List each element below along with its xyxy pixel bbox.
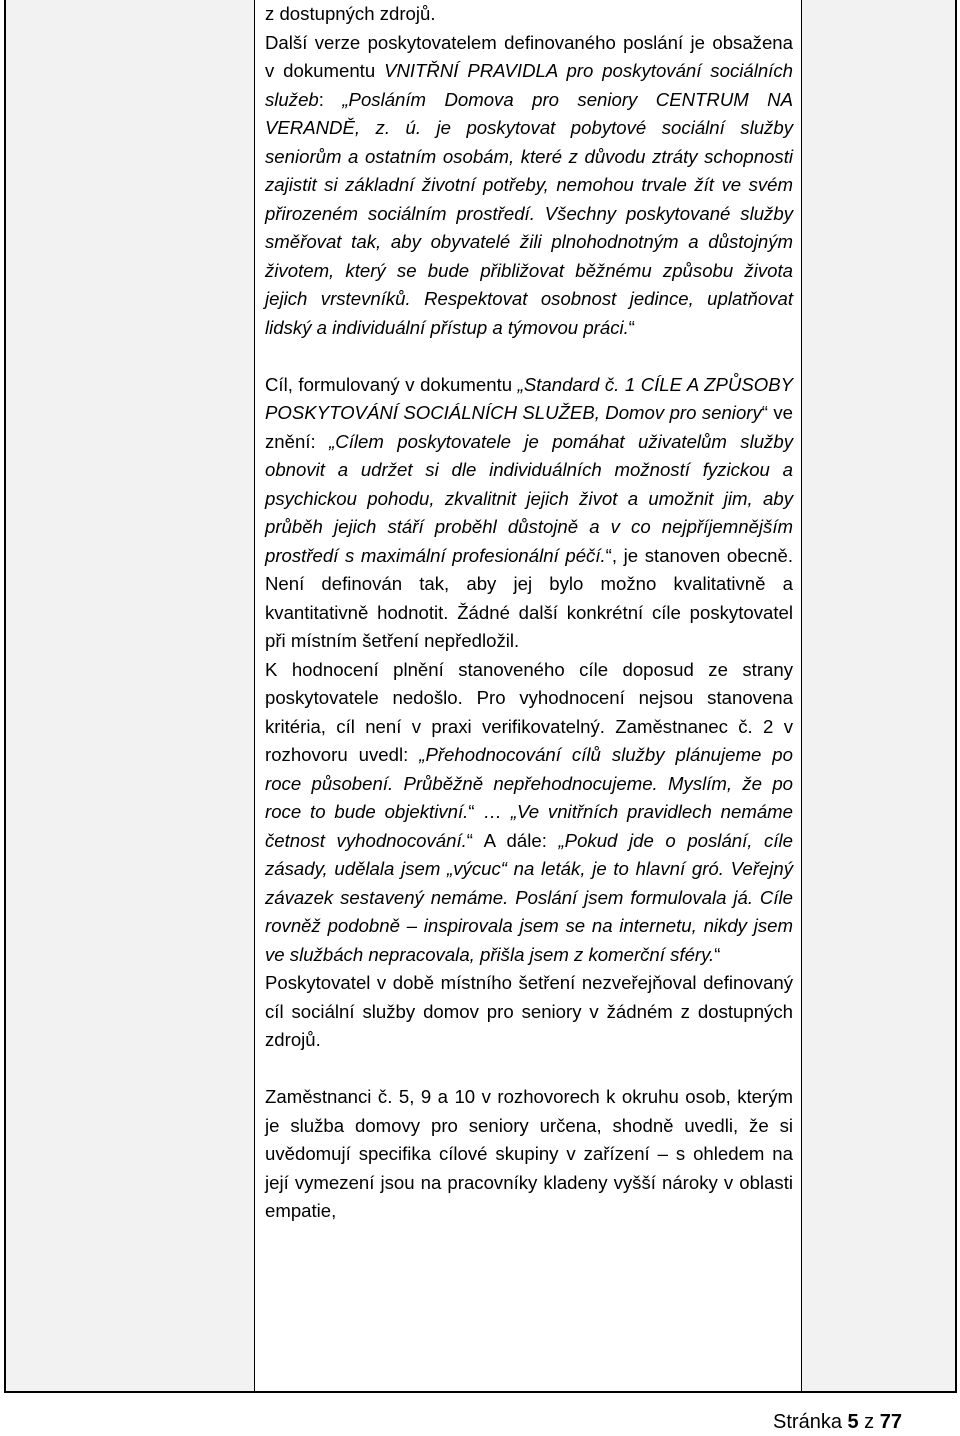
paragraph-publication: Poskytovatel v době místního šetření nezveřejňoval definovaný cíl sociální služby domov pro seniory v žádném z dostupných zdrojů.: [265, 972, 793, 1050]
page-number: 5: [847, 1411, 859, 1433]
page-footer: Stránka 5 z 77: [773, 1411, 902, 1433]
paragraph-goal: Cíl, formulovaný v dokumentu „Standard č. 1 CÍLE A ZPŮSOBY POSKYTOVÁNÍ SOCIÁLNÍCH SLUŽEB, Domov pro seniory“ ve znění: „Cílem poskytovatele je pomáhat uživatelům služby obnovit a udržet si dle individuálních možností fyzickou a psychickou pohodu, zkvalitnit jejich život a umožnit jim, aby průběh jejich stáří proběhl důstojně a v co nejpříjemnějším prostředí s maximální profesionální péčí.“, je stanoven obecně. Není definován tak, aby jej bylo možno kvalitativně a kvantitativně hodnotit. Žádné další konkrétní cíle poskytovatel při místním šetření nepředložil.: [265, 373, 794, 651]
paragraph-evaluation: K hodnocení plnění stanoveného cíle doposud ze strany poskytovatele nedošlo. Pro vyhodnocení nejsou stanovena kritéria, cíl není v praxi verifikovatelný. Zaměstnanec č. 2 v rozhovoru uvedl: „Přehodnocování cílů služby plánujeme po roce působení. Průběžně nepřehodnocujeme. Myslím, že po roce to bude objektivní.“ … „Ve vnitřních pravidlech nemáme četnost vyhodnocování.“ A dále: „Pokud jde o poslání, cíle zásady, udělala jsem „výcuc“ na leták, je to hlavní gró. Veřejný závazek sestavený nemáme. Poslání jsem formulovala já. Cíle rovněž podobně – inspirovala jsem se na internetu, nikdy jsem ve službách nepracovala, přišla jsem z komerční sféry.“: [265, 658, 793, 965]
paragraph-mission: Další verze poskytovatelem definovaného poslání je obsažena v dokumentu VNITŘNÍ PRAVIDLA pro poskytování sociálních služeb: „Posláním Domova pro seniory CENTRUM NA VERANDĚ, z. ú. je poskytovat pobytové sociální služby seniorům a ostatním osobám, které z důvodu ztráty schopnosti zajistit si základní životní potřeby, nemohou trvale žít ve svém přirozeném sociálním prostředí. Všechny poskytované služby směřovat tak, aby obyvatelé žili plnohodnotným a důstojným životem, který se bude přibližovat běžnému způsobu života jejich vrstevníků. Respektovat osobnost jedince, uplatňovat lidský a individuální přístup a týmovou práci.“: [265, 31, 793, 338]
paragraph-staff: Zaměstnanci č. 5, 9 a 10 v rozhovorech k okruhu osob, kterým je služba domovy pro seniory určena, shodně uvedli, že si uvědomují specifika cílové skupiny v zařízení – s ohledem na její vymezení jsou na pracovníky kladeny vyšší nároky v oblasti empatie,: [265, 1086, 793, 1221]
page-total: 77: [879, 1411, 902, 1433]
right-column: [802, 0, 955, 1391]
paragraph-intro: z dostupných zdrojů.: [265, 3, 436, 24]
text-column: [255, 0, 802, 1391]
left-column: [6, 0, 255, 1391]
content-table: [4, 0, 957, 1393]
